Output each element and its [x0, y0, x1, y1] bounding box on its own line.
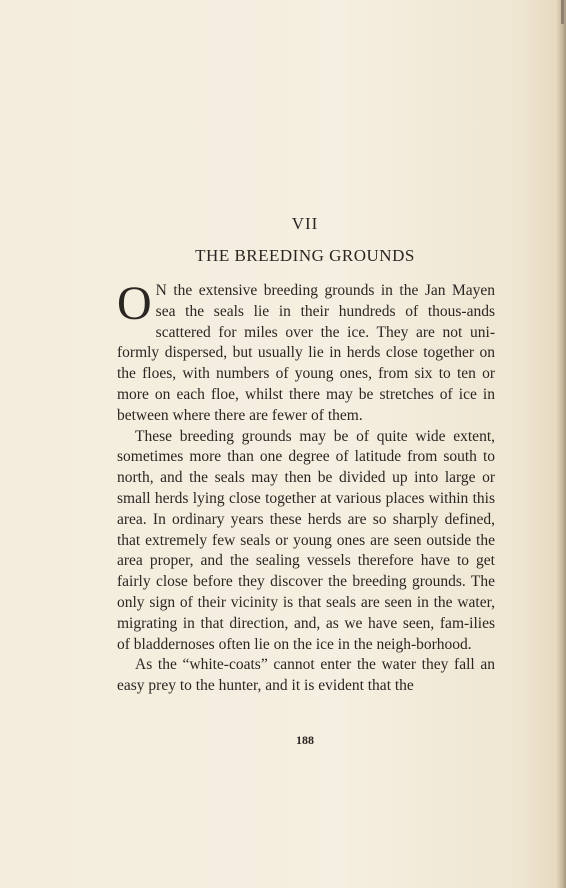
page-edge-mark [561, 0, 564, 24]
drop-cap: O [117, 277, 152, 330]
paragraph-3: As the “white-coats” cannot enter the water they fall an easy prey to the hunter, and it is evident that the [117, 656, 495, 695]
page-edge-shadow [556, 0, 566, 888]
chapter-body [117, 277, 495, 697]
paragraph-1-text: N the extensive breeding grounds in the Jan Mayen sea the seals lie in their hundreds of thous-ands scattered for miles over the ice. They are not uni-formly dispersed, but usually lie in herds close together on the floes, with numbers of young ones, from six to ten or more on each floe, whilst there may be stretches of ice in between where there are fewer of them. [117, 282, 495, 424]
chapter-title: THE BREEDING GROUNDS [195, 246, 415, 265]
paragraph-1 [117, 277, 495, 427]
page-number: 188 [296, 733, 314, 747]
chapter-number: VII [291, 214, 319, 233]
paragraph-2: These breeding grounds may be of quite wide extent, sometimes more than one degree of latitude from south to north, and the seals may then be divided up into large or small herds lying close together at various places within this area. In ordinary years these herds are so sharply defined, that extremely few seals or young ones are seen outside the area proper, and the sealing vessels therefore have to get fairly close before they discover the breeding grounds. The only sign of their vicinity is that seals are seen in the water, migrating in that direction, and, as we have seen, fam-ilies of bladdernoses often lie on the ice in the neigh-borhood. [117, 427, 495, 653]
